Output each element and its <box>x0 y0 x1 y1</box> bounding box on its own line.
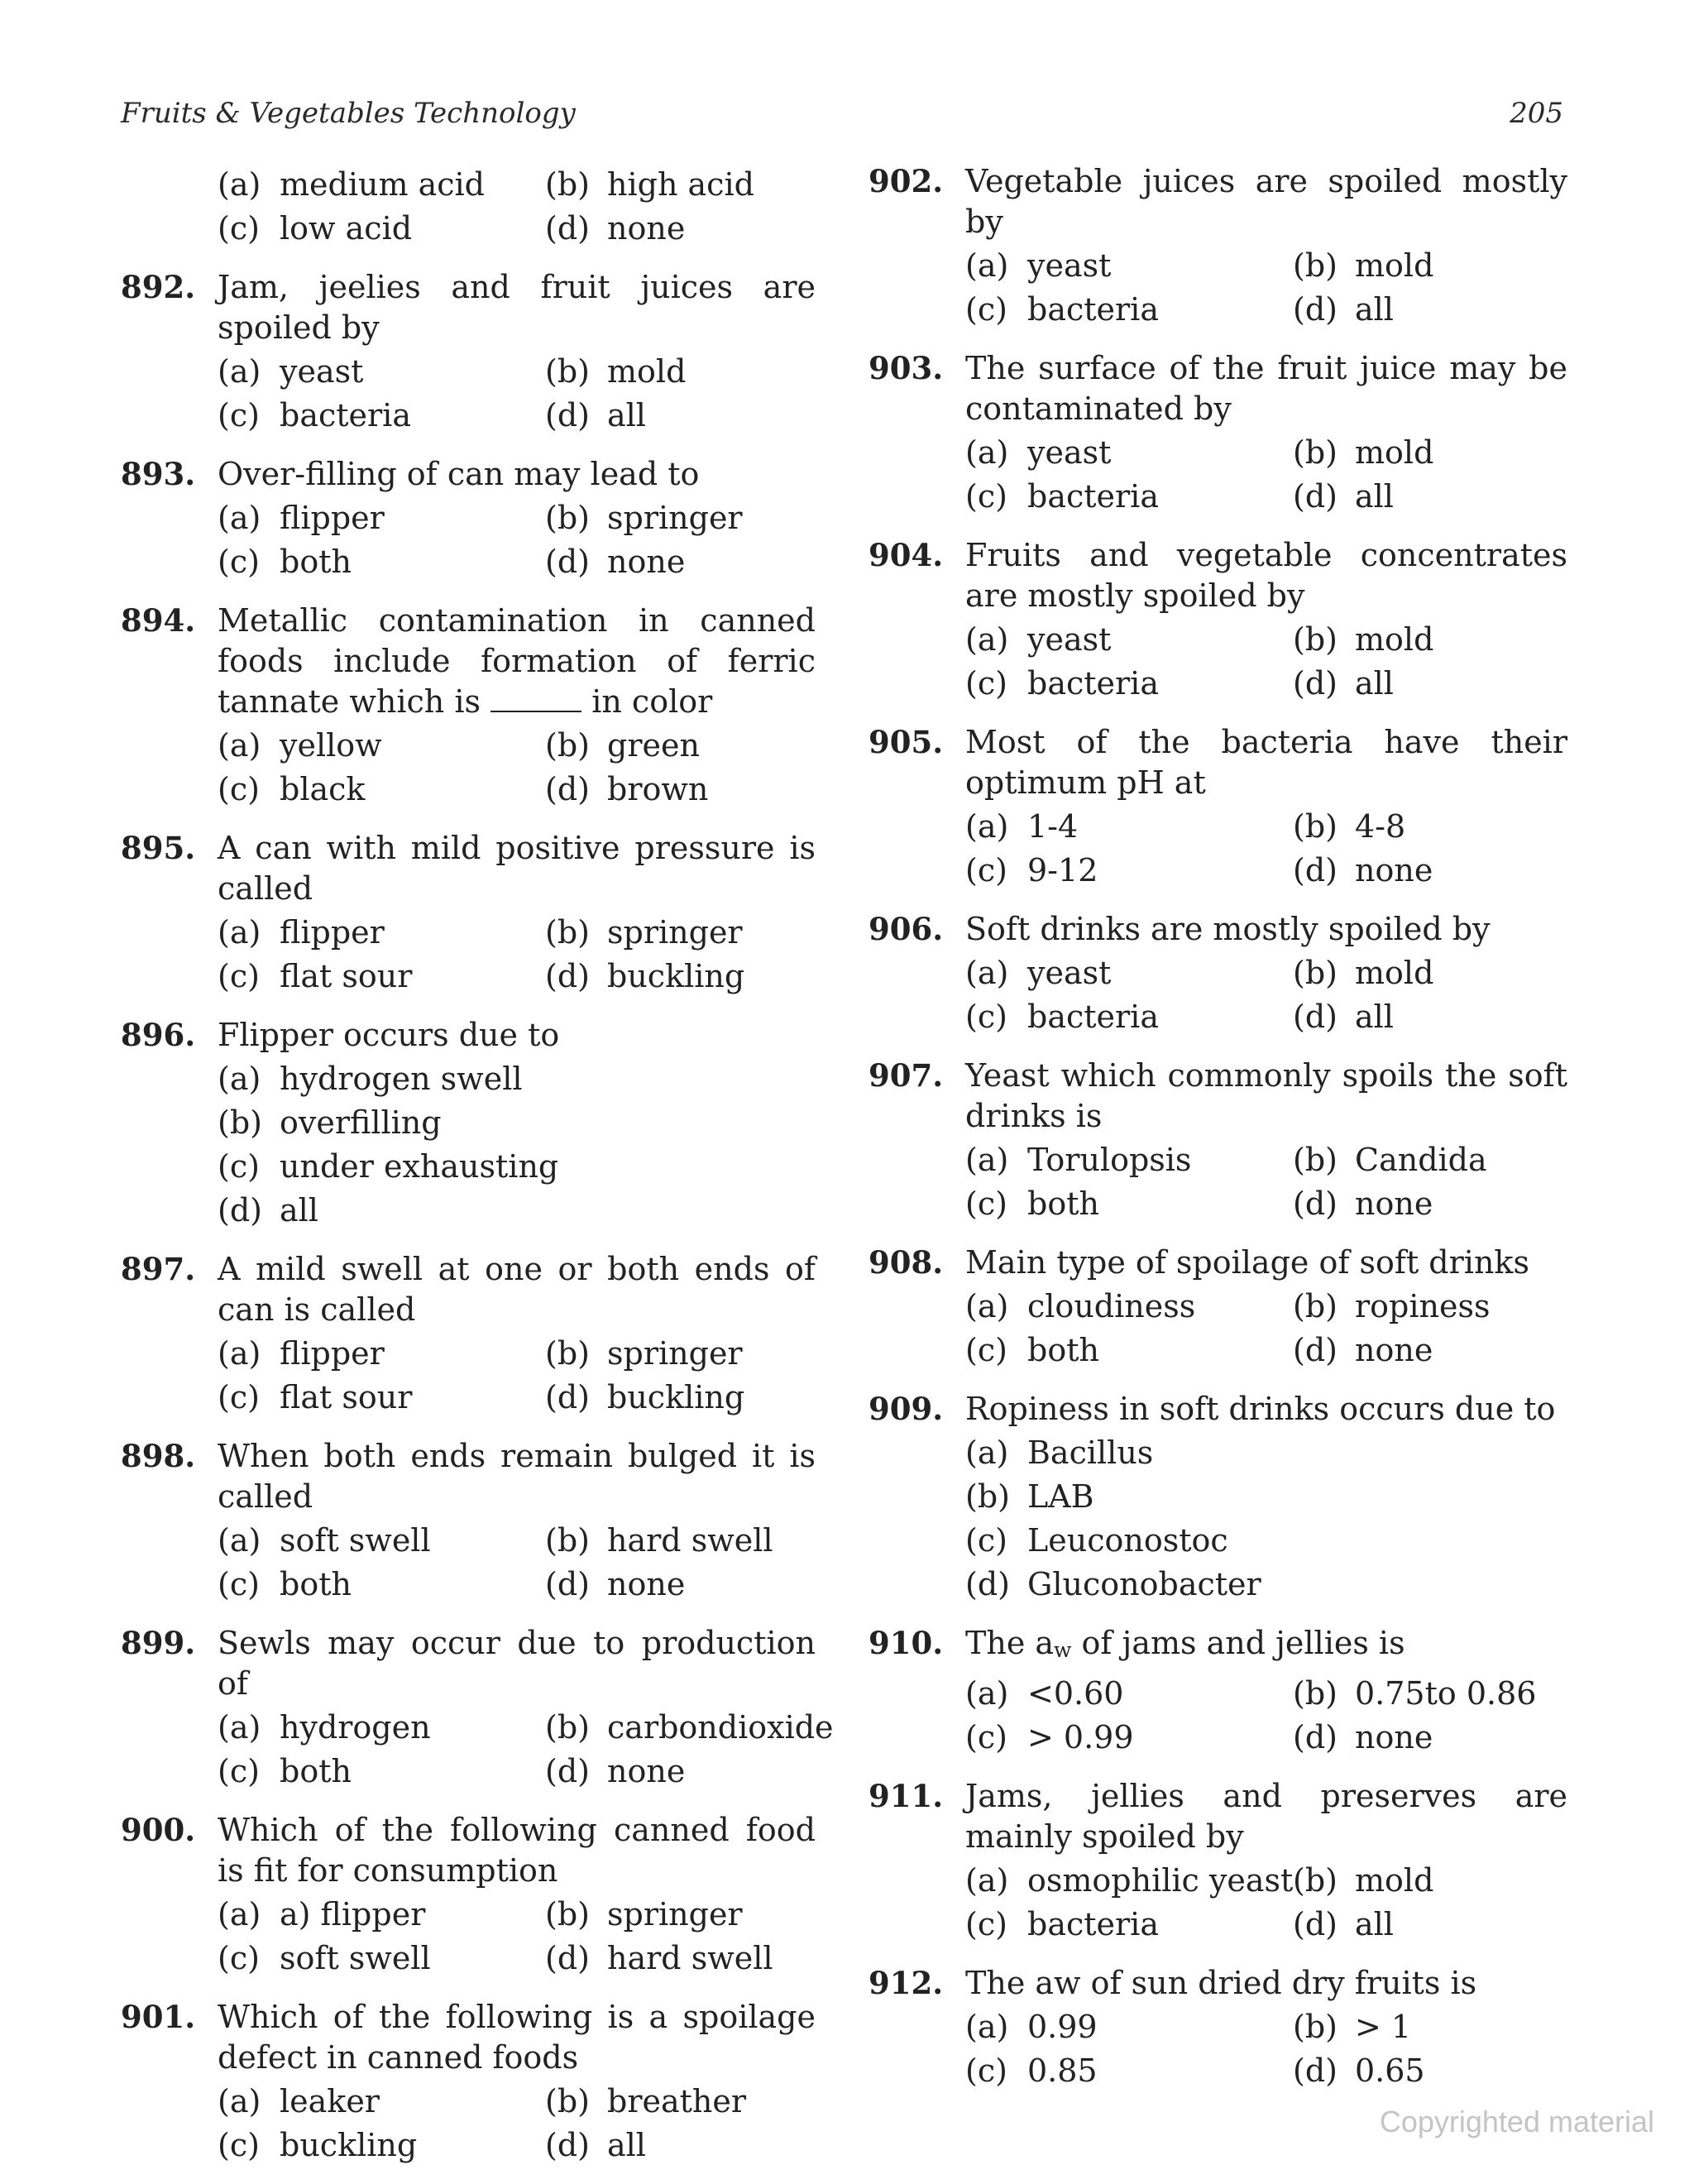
option-b: (b) mold <box>1293 434 1434 471</box>
question-number: 894. <box>121 602 196 639</box>
option-a: (a) yeast <box>218 353 364 390</box>
option-a: (a) yeast <box>965 955 1112 991</box>
question-number: 897. <box>121 1251 196 1287</box>
option-d: (d) none <box>1293 1332 1433 1368</box>
option-a: (a) yeast <box>965 621 1112 658</box>
option-c: (c) bacteria <box>965 1906 1159 1942</box>
option-b: (b) hard swell <box>545 1522 773 1559</box>
fill-in-blank <box>490 686 581 712</box>
option-d: (d) none <box>1293 852 1433 888</box>
option-d: (d) buckling <box>545 958 745 994</box>
option-a: (a) <0.60 <box>965 1675 1124 1712</box>
copyright-watermark: Copyrighted material <box>1379 2105 1654 2138</box>
question-number: 911. <box>869 1778 944 1814</box>
question-text: Sewls may occur due to production of <box>218 1625 816 1702</box>
option-d: (d) buckling <box>545 1379 745 1415</box>
option-d: (d) none <box>545 1566 686 1602</box>
question-896 <box>121 1015 816 1233</box>
question-number: 912. <box>869 1965 944 2001</box>
option-c: (c) both <box>218 1566 352 1602</box>
question-903 <box>869 348 1567 519</box>
question-number: 898. <box>121 1438 196 1474</box>
option-a: (a) Torulopsis <box>965 1142 1192 1178</box>
option: (d) none <box>545 210 686 247</box>
option-a: (a) yellow <box>218 727 382 764</box>
option: (c) low acid <box>218 210 413 247</box>
option-a: (a) hydrogen <box>218 1709 431 1746</box>
option-a: (a) soft swell <box>218 1522 431 1559</box>
question-number: 904. <box>869 537 944 573</box>
question-number: 909. <box>869 1391 944 1427</box>
question-894 <box>121 601 816 812</box>
question-text: Main type of spoilage of soft drinks <box>965 1244 1529 1281</box>
question-893 <box>121 454 816 584</box>
question-905 <box>869 722 1567 893</box>
option-a: (a) yeast <box>965 434 1112 471</box>
option-b: (b) overfilling <box>218 1104 442 1141</box>
question-912 <box>869 1963 1567 2093</box>
option-b: (b) green <box>545 727 700 764</box>
option-d: (d) none <box>545 1753 686 1789</box>
option-d: (d) all <box>545 397 646 433</box>
question-900 <box>121 1810 816 1980</box>
option-b: (b) 4-8 <box>1293 808 1406 845</box>
question-908 <box>869 1243 1567 1372</box>
question-text: Which of the following canned food is fit for consumption <box>218 1812 816 1889</box>
right-column <box>869 161 1567 2110</box>
question-904 <box>869 535 1567 706</box>
question-number: 906. <box>869 911 944 947</box>
question-number: 893. <box>121 456 196 492</box>
question-906 <box>869 909 1567 1039</box>
option-c: (c) Leuconostoc <box>965 1522 1228 1559</box>
option-d: (d) none <box>545 544 686 580</box>
option: (a) medium acid <box>218 166 486 203</box>
option-d: (d) hard swell <box>545 1940 773 1976</box>
question-number: 907. <box>869 1057 944 1094</box>
question-text: Jam, jeelies and fruit juices are spoiled by <box>218 269 816 346</box>
option-d: (d) all <box>1293 999 1394 1035</box>
option-d: (d) all <box>218 1192 318 1228</box>
page-number: 205 <box>1510 97 1563 130</box>
option-c: (c) 0.85 <box>965 2052 1098 2089</box>
question-897 <box>121 1249 816 1420</box>
option-b: (b) ropiness <box>1293 1288 1491 1324</box>
question-text: Yeast which commonly spoils the soft drinks is <box>965 1057 1567 1134</box>
continued-options <box>121 163 816 251</box>
question-text: Over-filling of can may lead to <box>218 456 700 492</box>
option-d: (d) all <box>545 2127 646 2163</box>
option-c: (c) flat sour <box>218 958 413 994</box>
option-d: (d) Gluconobacter <box>965 1566 1261 1602</box>
option-b: (b) springer <box>545 914 743 951</box>
option-a: (a) 1-4 <box>965 808 1079 845</box>
option-b: (b) springer <box>545 1335 743 1372</box>
option-a: (a) osmophilic yeast <box>965 1862 1294 1899</box>
option-c: (c) black <box>218 771 366 807</box>
option-c: (c) bacteria <box>965 291 1159 328</box>
option-b: (b) 0.75to 0.86 <box>1293 1675 1537 1712</box>
option-b: (b) breather <box>545 2083 747 2119</box>
option-a: (a) leaker <box>218 2083 380 2119</box>
question-number: 900. <box>121 1812 196 1848</box>
question-text: Jams, jellies and preserves are mainly spoiled by <box>965 1778 1567 1855</box>
question-text: Fruits and vegetable concentrates are mostly spoiled by <box>965 537 1567 614</box>
option-c: (c) bacteria <box>218 397 411 433</box>
option-c: (c) under exhausting <box>218 1148 559 1185</box>
option-d: (d) brown <box>545 771 709 807</box>
option-c: (c) flat sour <box>218 1379 413 1415</box>
question-text: A can with mild positive pressure is called <box>218 830 816 907</box>
option-c: (c) bacteria <box>965 478 1159 515</box>
option-a: (a) a) flipper <box>218 1896 426 1933</box>
option-c: (c) both <box>965 1185 1099 1222</box>
question-number: 908. <box>869 1244 944 1281</box>
question-text: Vegetable juices are spoiled mostly by <box>965 163 1567 240</box>
option-d: (d) none <box>1293 1719 1433 1755</box>
question-910 <box>869 1623 1567 1760</box>
option: (b) high acid <box>545 166 754 203</box>
option-b: (b) mold <box>1293 247 1434 284</box>
question-909 <box>869 1389 1567 1607</box>
option-d: (d) all <box>1293 291 1394 328</box>
option-b: (b) LAB <box>965 1478 1094 1515</box>
question-text: Soft drinks are mostly spoiled by <box>965 911 1491 947</box>
question-number: 901. <box>121 1999 196 2035</box>
option-c: (c) both <box>965 1332 1099 1368</box>
left-column <box>121 161 834 2184</box>
option-a: (a) yeast <box>965 247 1112 284</box>
option-c: (c) bacteria <box>965 999 1159 1035</box>
option-b: (b) mold <box>545 353 687 390</box>
question-number: 905. <box>869 724 944 760</box>
question-text: A mild swell at one or both ends of can is called <box>218 1251 816 1328</box>
option-c: (c) both <box>218 544 352 580</box>
option-b: (b) > 1 <box>1293 2009 1412 2045</box>
question-902 <box>869 161 1567 332</box>
question-907 <box>869 1056 1567 1226</box>
option-a: (a) 0.99 <box>965 2009 1098 2045</box>
option-d: (d) none <box>1293 1185 1433 1222</box>
option-d: (d) all <box>1293 478 1394 515</box>
option-c: (c) both <box>218 1753 352 1789</box>
option-c: (c) soft swell <box>218 1940 431 1976</box>
question-number: 902. <box>869 163 944 199</box>
question-number: 910. <box>869 1625 944 1661</box>
question-text: Ropiness in soft drinks occurs due to <box>965 1391 1556 1427</box>
option-b: (b) mold <box>1293 621 1434 658</box>
question-text: When both ends remain bulged it is called <box>218 1438 816 1515</box>
option-a: (a) cloudiness <box>965 1288 1196 1324</box>
option-b: (b) springer <box>545 500 743 536</box>
question-number: 895. <box>121 830 196 866</box>
option-d: (d) all <box>1293 665 1394 702</box>
question-text: Flipper occurs due to <box>218 1017 560 1053</box>
question-911 <box>869 1776 1567 1947</box>
question-text: Most of the bacteria have their optimum pH at <box>965 724 1567 801</box>
question-text: Which of the following is a spoilage defect in canned foods <box>218 1999 816 2076</box>
option-a: (a) flipper <box>218 500 385 536</box>
question-number: 899. <box>121 1625 196 1661</box>
option-d: (d) 0.65 <box>1293 2052 1425 2089</box>
option-b: (b) mold <box>1293 955 1434 991</box>
option-b: (b) Candida <box>1293 1142 1487 1178</box>
option-c: (c) > 0.99 <box>965 1719 1134 1755</box>
running-head <box>121 93 1563 134</box>
option-c: (c) buckling <box>218 2127 418 2163</box>
question-899 <box>121 1623 834 1794</box>
option-b: (b) springer <box>545 1896 743 1933</box>
question-text: The aw of sun dried dry fruits is <box>965 1965 1477 2001</box>
question-number: 896. <box>121 1017 196 1053</box>
question-text: The aw of jams and jellies is <box>965 1625 1405 1662</box>
option-c: (c) 9-12 <box>965 852 1098 888</box>
question-text: The surface of the fruit juice may be contaminated by <box>965 350 1567 427</box>
option-a: (a) Bacillus <box>965 1434 1154 1471</box>
question-892 <box>121 267 816 438</box>
question-text: Metallic contamination in canned foods include formation of ferric tannate which is in color <box>218 602 816 720</box>
option-a: (a) flipper <box>218 914 385 951</box>
option-a: (a) hydrogen swell <box>218 1061 523 1097</box>
option-c: (c) bacteria <box>965 665 1159 702</box>
option-b: (b) carbondioxide <box>545 1709 834 1746</box>
option-b: (b) mold <box>1293 1862 1434 1899</box>
question-number: 903. <box>869 350 944 386</box>
book-title: Fruits & Vegetables Technology <box>121 97 576 130</box>
question-number: 892. <box>121 269 196 305</box>
option-a: (a) flipper <box>218 1335 385 1372</box>
question-895 <box>121 828 816 999</box>
question-901 <box>121 1997 816 2167</box>
option-d: (d) all <box>1293 1906 1394 1942</box>
question-898 <box>121 1436 816 1607</box>
